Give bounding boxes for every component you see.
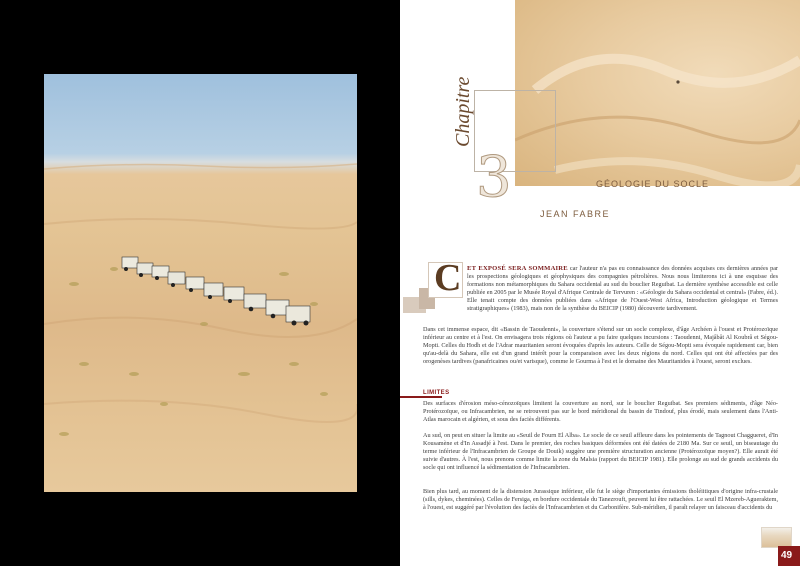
page-number: 49: [781, 550, 793, 561]
intro-paragraph-2: Dans cet immense espace, dit «Bassin de Taoudenni», la couverture s'étend sur un socle complexe, d'âge Archéen à l'ouest et Protérozoïque inférieur au centre et à l'est. On envisagera trois régions où l'auteur a pu faire quelques incursions : Taoudenni, Majâbât Al Koubrâ et Ségou-Mopti. Celles du Hodh et de l'Adrar mauritanien seront évoquées d'après les auteurs. Celle de Ségou-Mopti sera évoquée rapidement car, bien qu'au-delà du Sahara, elle est d'un grand intérêt pour la comparaison avec les deux régions du nord. Celles qui ont été affectées par des orogenèses tardives (panafricaines ou/et varisque), comme le Gourma à l'est et le domaine des Mauritanides à l'ouest, seront exclues.: [423, 326, 778, 365]
thumbnail-image: [761, 527, 792, 548]
intro-paragraph: [467, 265, 778, 312]
lead-in: ET EXPOSÉ SERA SOMMAIRE: [467, 265, 568, 272]
author-name: JEAN FABRE: [540, 209, 611, 219]
chapter-title: GÉOLOGIE DU SOCLE: [596, 179, 710, 189]
section-paragraph-2: Au sud, on peut en situer la limite au «Seuil de Fourn El Alba». Le socle de ce seuil affleure dans les pointements de Tagnout Chaggueret, d'In Kousamène et d'In Assadjé à l'est. Dans le premier, des roches basiques déformées ont été datées de 2180 Ma. Sur ce seuil, un biseautage du terme inférieur de l'Infracambrien de Groupe de Douik) suggère une première structuration ancienne (Protérozoïque moyen?). Elle aurait été suivie d'autres. À l'est, nous prenons comme limite la zone du Malsia (rapport du BEICIP 1981). Elle prolonge au sud de grands accidents du socle qui ont influencé la sédimentation de l'Infracambrien.: [423, 432, 778, 471]
section-heading: LIMITES: [423, 390, 450, 396]
dunes-aerial-photo: [515, 0, 800, 186]
desert-convoy-photo: [44, 74, 357, 492]
dropcap-letter: C: [434, 257, 462, 299]
section-paragraph-1: Des surfaces d'érosion méso-cénozoïques limitent la couverture au nord, sur le bouclier Reguibat. Ses premiers sédiments, d'âge Néo-Protérozoïque, ou Infracambrien, ne se retrouvent pas sur le bord méridional du bassin de Tindouf, plus érodé, mais seulement dans l'Anti-Atlas marocain et algérien, et sous des faciès différents.: [423, 400, 778, 423]
intro-text-1: car l'auteur n'a pas eu connaissance des données acquises ces dernières années par les prospections géologiques et géophysiques des compagnies pétrolières. Nous nous limiterons ici à une esquisse des formations non métamorphiques du Sahara occidental au sud du bouclier Reguibat. La dernière synthèse accessible est celle publiée en 2005 par le Musée Royal d'Afrique Centrale de Tervuren : «Géologie du Sahara occidental et central» (Fabre, éd.). Elle tenait compte des données publiées dans «Afrique de l'Ouest-West Africa, Introduction géologique et Termes stratigraphiques» (1983), mais non de la synthèse du BEICIP (1980) découverte tardivement.: [467, 265, 778, 312]
section-paragraph-3: Bien plus tard, au moment de la distension Jurassique inférieur, elle fut le siège d'importantes émissions tholéiitiques d'origine infra-crustale (sills, dykes, cheminées). Celles de Fersiga, en bordure occidentale du Tanezrouft, peuvent lui être rattachées. Le seuil El Mzereb-Agueraktem, à l'ouest, est suggéré par l'évolution des faciès de l'Infracambrien et du Carbonifère. Sub-méridien, il paraît relayer un faisceau d'accidents du: [423, 488, 778, 511]
chapter-label: Chapitre: [452, 76, 474, 147]
section-rule: [400, 396, 442, 398]
chapter-number: 3: [476, 145, 512, 210]
